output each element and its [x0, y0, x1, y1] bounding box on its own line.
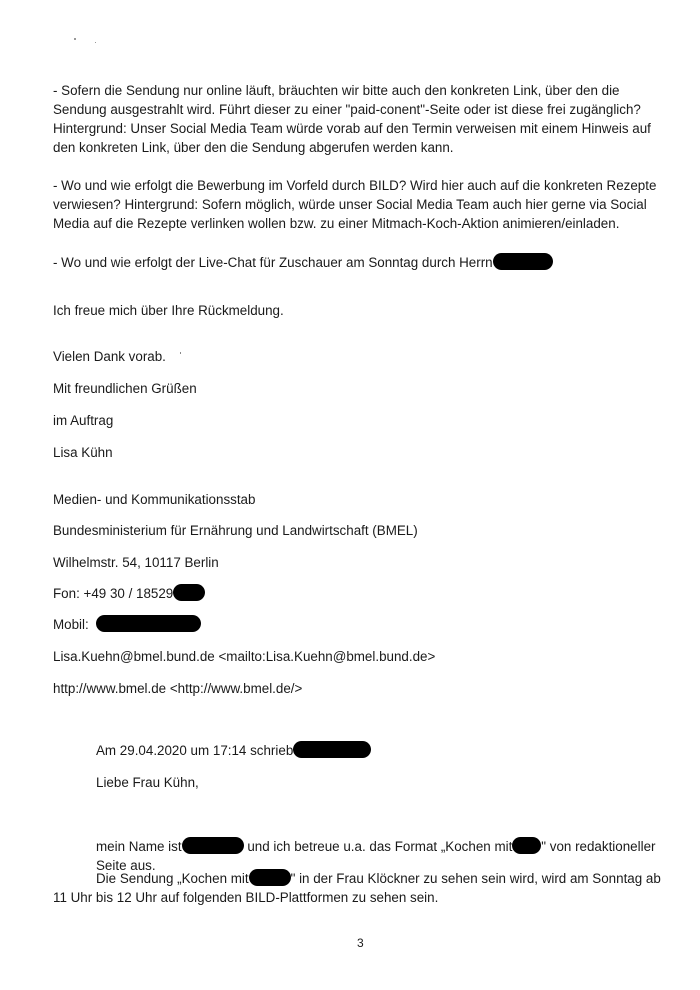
signature-department: Medien- und Kommunikationsstab	[53, 492, 256, 507]
online-link-paragraph: - Sofern die Sendung nur online läuft, bräuchten wir bitte auch den konkreten Link, über den die Sendung ausgestrahlt wird. Führt dieser zu einer "paid-conent"-Seite oder ist diese frei zugänglich? Hintergrund: Unser Social Media Team würde vorab auf den Termin verweisen mit einem Hinweis auf den konkreten Link, über den die Sendung abgerufen werden kann.	[53, 83, 651, 155]
phone-text: Fon: +49 30 / 18529	[53, 586, 174, 601]
intro-text-a: mein Name ist	[96, 839, 182, 854]
greeting-line: Mit freundlichen Grüßen	[53, 381, 197, 396]
page-number: 3	[357, 936, 364, 950]
quoted-header-text: Am 29.04.2020 um 17:14 schrieb	[96, 743, 294, 758]
promotion-paragraph: - Wo und wie erfolgt die Bewerbung im Vorfeld durch BILD? Wird hier auch auf die konkreten Rezepte verwiesen? Hintergrund: Sofern möglich, würde unser Social Media Team auch hier gerne via Social Media auf die Rezepte verlinken wollen bzw. zu einer Mitmach-Koch-Aktion animieren/einladen.	[53, 178, 657, 231]
intro-text-c: " von redaktioneller Seite aus.	[96, 839, 656, 873]
redaction-bar	[249, 869, 291, 886]
redaction-bar	[512, 837, 541, 854]
feedback-line: Ich freue mich über Ihre Rückmeldung.	[53, 303, 284, 318]
quoted-salutation: Liebe Frau Kühn,	[96, 775, 199, 790]
signature-ministry: Bundesministerium für Ernährung und Landwirtschaft (BMEL)	[53, 523, 418, 538]
live-chat-paragraph	[53, 253, 665, 272]
sender-name: Lisa Kühn	[53, 445, 113, 460]
signature-address: Wilhelmstr. 54, 10117 Berlin	[53, 555, 219, 570]
redaction-bar	[173, 584, 205, 601]
quoted-show-paragraph	[53, 869, 668, 907]
show-text-a: Die Sendung „Kochen mit	[96, 871, 249, 886]
mobile-label: Mobil:	[53, 617, 89, 632]
quoted-header	[96, 741, 666, 760]
on-behalf-line: im Auftrag	[53, 413, 114, 428]
signature-web: http://www.bmel.de <http://www.bmel.de/>	[53, 681, 303, 696]
signature-email: Lisa.Kuehn@bmel.bund.de <mailto:Lisa.Kuehn@bmel.bund.de>	[53, 649, 436, 664]
intro-text-b: und ich betreue u.a. das Format „Kochen mit	[247, 839, 513, 854]
redaction-bar	[293, 741, 371, 758]
thanks-line: Vielen Dank vorab.	[53, 349, 166, 364]
scan-speck	[74, 38, 76, 40]
redaction-bar	[96, 615, 201, 632]
show-text-b: " in der Frau Klöckner zu sehen sein wird, wird am Sonntag ab 11 Uhr bis 12 Uhr auf folgenden BILD-Plattformen zu sehen sein.	[53, 871, 661, 905]
signature-phone	[53, 584, 665, 603]
redaction-bar	[493, 253, 553, 270]
scan-speck	[95, 42, 96, 43]
live-chat-text: - Wo und wie erfolgt der Live-Chat für Zuschauer am Sonntag durch Herrn	[53, 255, 493, 270]
redaction-bar	[182, 837, 244, 854]
signature-mobile	[53, 615, 665, 634]
